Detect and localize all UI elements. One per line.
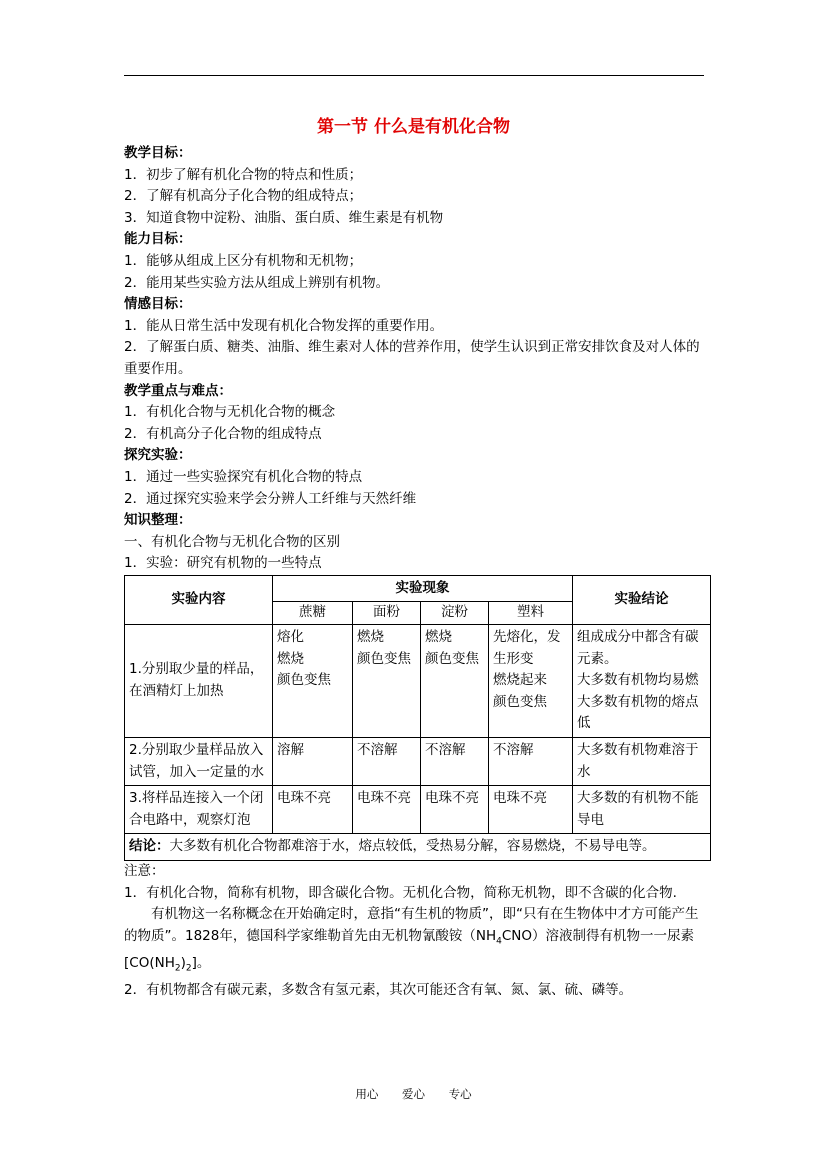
formula-subscript: 4 (496, 936, 502, 947)
table-row (125, 625, 711, 738)
formula-part: CO(NH (129, 955, 175, 972)
experiment-content-cell: 1.分别取少量的样品，在酒精灯上加热 (125, 625, 273, 738)
note-item: 1．有机化合物，简称有机物，即含碳化合物。无机化合物，简称无机物，即不含碳的化合物. (124, 884, 677, 901)
formula-subscript: 2 (174, 963, 181, 974)
footer-text: 用心 (355, 1087, 379, 1101)
table-header-row (125, 575, 711, 602)
list-item: 1．能够从组成上区分有机物和无机物； (124, 252, 363, 269)
section-heading-key-points: 教学重点与难点： (124, 382, 232, 399)
formula-part: CNO (501, 927, 532, 944)
phenomenon-cell: 电珠不亮 (489, 786, 573, 834)
note-text: 有机物这一名称概念在开始确定时，意指“有生机的物质”，即“只有在生物体中才方可能产生的物质”。1828年，德国科学家维勒首先由无机物氰酸铵（ (124, 906, 699, 944)
footer-text: 爱心 (402, 1087, 425, 1101)
phenomenon-cell: 电珠不亮 (353, 786, 421, 834)
list-item: 2．有机高分子化合物的组成特点 (124, 425, 322, 442)
list-item: 1．能从日常生活中发现有机化合物发挥的重要作用。 (124, 317, 444, 334)
section-heading-knowledge: 知识整理： (124, 512, 192, 529)
list-item: 3．知道食物中淀粉、油脂、蛋白质、维生素是有机物 (124, 209, 444, 226)
notes-heading: 注意： (124, 863, 165, 879)
experiment-table (124, 575, 711, 861)
column-header-conclusion: 实验结论 (573, 575, 711, 624)
note-text: ）溶液制得有机物一一尿素[ (124, 927, 694, 972)
sample-header: 蔗糖 (273, 602, 353, 625)
conclusion-cell: 大多数的有机物不能导电 (573, 786, 711, 834)
footer-text: 专心 (448, 1087, 472, 1101)
table-row (125, 738, 711, 786)
conclusion-cell: 组成成分中都含有碳元素。 大多数有机物均易燃 大多数有机物的熔点低 (573, 625, 711, 738)
phenomenon-cell: 不溶解 (353, 738, 421, 786)
note-paragraph (124, 904, 710, 980)
note-text: ]。 (191, 955, 211, 972)
page-footer (0, 1086, 827, 1102)
experiment-content-cell: 3.将样品连接入一个闭合电路中，观察灯泡 (125, 786, 273, 834)
experiment-content-cell: 2.分别取少量样品放入试管，加入一定量的水 (125, 738, 273, 786)
summary-label: 结论： (129, 838, 170, 855)
phenomenon-cell: 燃烧 颜色变焦 (353, 625, 421, 738)
phenomenon-cell: 先熔化，发生形变 燃烧起来 颜色变焦 (489, 625, 573, 738)
phenomenon-cell: 熔化 燃烧 颜色变焦 (273, 625, 353, 738)
section-heading-inquiry: 探究实验： (124, 447, 192, 464)
list-item: 1．初步了解有机化合物的特点和性质； (124, 166, 363, 183)
formula-urea (129, 955, 192, 974)
document-body (124, 143, 710, 1002)
formula-subscript: 2 (185, 963, 192, 974)
list-item: 1．通过一些实验探究有机化合物的特点 (124, 468, 363, 485)
column-header-phenomena: 实验现象 (273, 575, 573, 602)
page-title: 第一节 什么是有机化合物 (317, 117, 510, 137)
summary-text: 大多数有机化合物都难溶于水，熔点较低，受热易分解，容易燃烧，不易导电等。 (169, 838, 656, 855)
list-item: 一、有机化合物与无机化合物的区别 (124, 533, 340, 550)
conclusion-cell: 大多数有机物难溶于水 (573, 738, 711, 786)
formula-part: NH (475, 927, 497, 944)
phenomenon-cell: 电珠不亮 (273, 786, 353, 834)
sample-header: 面粉 (353, 602, 421, 625)
table-summary-row (125, 834, 711, 861)
sample-header: 淀粉 (421, 602, 489, 625)
list-item: 2．通过探究实验来学会分辨人工纤维与天然纤维 (124, 490, 417, 507)
formula-ammonium-cyanate (475, 927, 532, 947)
column-header-content: 实验内容 (125, 575, 273, 624)
section-heading-ability-goals: 能力目标： (124, 231, 192, 248)
sample-header: 塑料 (489, 602, 573, 625)
summary-cell (125, 834, 711, 861)
section-heading-teaching-goals: 教学目标： (124, 145, 192, 161)
table-row (125, 786, 711, 834)
list-item: 2．了解有机高分子化合物的组成特点； (124, 188, 363, 205)
list-item: 1．实验：研究有机物的一些特点 (124, 555, 322, 572)
formula-part: ) (180, 955, 186, 972)
list-item: 1．有机化合物与无机化合物的概念 (124, 404, 336, 421)
phenomenon-cell: 溶解 (273, 738, 353, 786)
phenomenon-cell: 不溶解 (489, 738, 573, 786)
phenomenon-cell: 电珠不亮 (421, 786, 489, 834)
list-item: 2．能用某些实验方法从组成上辨别有机物。 (124, 274, 390, 291)
list-item: 2．了解蛋白质、糖类、油脂、维生素对人体的营养作用，使学生认识到正常安排饮食及对人体的重要作用。 (124, 339, 700, 377)
note-item: 2．有机物都含有碳元素，多数含有氢元素，其次可能还含有氧、氮、氯、硫、磷等。 (124, 982, 633, 999)
header-rule (124, 75, 704, 76)
phenomenon-cell: 不溶解 (421, 738, 489, 786)
phenomenon-cell: 燃烧 颜色变焦 (421, 625, 489, 738)
section-heading-emotion-goals: 情感目标： (124, 296, 192, 313)
